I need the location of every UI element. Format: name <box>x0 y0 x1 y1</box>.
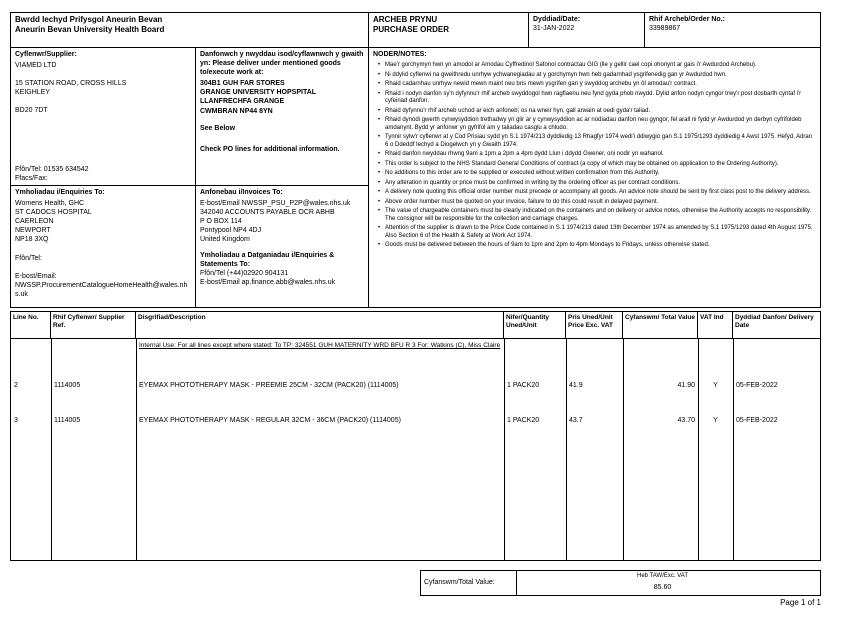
bullet-icon: • <box>377 160 381 167</box>
deliver-to-label: Danfonwch y nwyddau isod/cyflawnwch y gwaith yn: Please deliver under mentioned goods to/execute work at: <box>200 51 364 77</box>
doc-title-welsh: ARCHEB PRYNU <box>373 15 438 24</box>
statements-label: Ymholiadau a Datganiadau i/Enquiries & Statements To: <box>200 251 335 268</box>
note-item <box>373 108 816 116</box>
deliver-to-address-line: 304B1 GUH FAR STORES <box>200 80 285 88</box>
cell-line-no: 3 <box>14 417 18 424</box>
note-item <box>373 161 816 169</box>
cell-quantity: 1 PACK20 <box>507 417 540 424</box>
note-item <box>373 225 816 240</box>
note-item <box>373 91 816 106</box>
invoices-line: 342040 ACCOUNTS PAYABLE OCR ABHB <box>200 209 335 217</box>
supplier-address-line <box>15 97 191 106</box>
page-number: Page 1 of 1 <box>780 598 821 607</box>
bullet-icon: • <box>377 107 381 114</box>
deliver-to-address-line: LLANFRECHFA GRANGE <box>200 98 285 106</box>
supplier-address-line: KEIGHLEY <box>15 89 51 97</box>
org-name-welsh: Bwrdd Iechyd Prifysgol Aneurin Bevan <box>15 15 163 24</box>
col-header-total: Cyfanswm/ Total Value <box>623 312 698 338</box>
order-number-value: 33989867 <box>649 25 681 33</box>
deliver-to-address <box>200 79 364 115</box>
bullet-icon: • <box>377 198 381 205</box>
bullet-icon: • <box>377 225 381 232</box>
enquiries-box <box>10 185 196 308</box>
cell-vat-ind: Y <box>713 417 718 424</box>
note-text: Rhaid dynodi gwerth cynwysyddion trethadwy yn glir ar y cynwysyddion ac ar nodiadau danfon neu gyngor, fel arall ni fydd yr Awdurdod yn derbyn cyfrifoldeb amdanynt. Bydd yr anfonwr yn gyfrifol am y taliadau casglu a chludo. <box>385 117 802 131</box>
empty-cell <box>51 339 136 379</box>
order-line-row <box>11 414 820 449</box>
col-header-delivery-date: Dyddiad Danfon/ Delivery Date <box>735 314 814 329</box>
order-number-label: Rhif Archeb/Order No.: <box>649 16 725 23</box>
invoices-line: E-bost/Email NWSSP_PSU_P2P@wales.nhs.uk <box>200 200 351 208</box>
bullet-icon: • <box>377 170 381 177</box>
order-date-box <box>528 12 645 48</box>
table-body <box>11 339 820 561</box>
cell-description: EYEMAX PHOTOTHERAPY MASK - REGULAR 32CM - 36CM (PACK20) (1114005) <box>139 417 401 424</box>
cell-unit-price: 43.7 <box>569 417 583 424</box>
note-item <box>373 81 816 89</box>
invoices-line: P O BOX 114 <box>200 218 242 226</box>
total-value-label: Cyfanswm/Total Value: <box>421 571 517 595</box>
note-text: Tynnir sylw'r cyflenwr at y Cod Prisiau sydd yn S.1 1974/213 dyddiedig 13 Rhagfyr 1974 wedi'i ddiwygio gan S.1 1975/1293 dyddiedig 4 Awst 1975. Hefyd, Adran 6 o Ddeddf Iechyd a Diogelwch yn y Gwaith 1974. <box>385 134 813 148</box>
bullet-icon: • <box>377 62 381 69</box>
invoices-address <box>200 199 364 244</box>
cell-vat-ind: Y <box>713 382 718 389</box>
note-text: Rhaid cadarnhau unrhyw newid mewn maint neu bris mewn ysgrifen gan y swyddog archebu yn ôl amodau'r contract. <box>385 81 697 88</box>
order-lines-table <box>10 311 821 561</box>
note-item <box>373 189 816 197</box>
enquiries-label: Ymholiadau i/Enquiries To: <box>15 189 105 196</box>
note-item <box>373 62 816 70</box>
supplier-address-line: BD20 7DT <box>15 107 48 115</box>
bullet-icon: • <box>377 189 381 196</box>
totals-box <box>420 570 821 596</box>
note-text: Mae'r gorchymyn hwn yn amodol ar Amodau Cyffredinol Safonol contractau GIG (lle y gellir cael copi ohonynt ar gais i'r Awdurdod Archebu). <box>385 62 757 69</box>
bullet-icon: • <box>377 117 381 124</box>
enquiries-line <box>15 245 191 254</box>
note-item <box>373 180 816 188</box>
bullet-icon: • <box>377 81 381 88</box>
col-header-vat: VAT Ind <box>698 312 733 338</box>
bullet-icon: • <box>377 151 381 158</box>
cell-unit-price: 41.9 <box>569 382 583 389</box>
notes-list <box>373 62 816 250</box>
note-text: This order is subject to the NHS Standard General Conditions of contract (a copy of which may be obtained on application to the Ordering Authority). <box>385 160 779 167</box>
exc-vat-label: Heb TAW/Exc. VAT <box>636 573 688 579</box>
note-item <box>373 72 816 80</box>
cell-line-no: 2 <box>14 382 18 389</box>
order-number-box <box>644 12 821 48</box>
bullet-icon: • <box>377 90 381 97</box>
deliver-to-address-line: CWMBRAN NP44 8YN <box>200 107 273 115</box>
see-below-note: See Below <box>200 124 236 132</box>
cell-quantity: 1 PACK20 <box>507 382 540 389</box>
cell-supplier-ref: 1114005 <box>54 382 81 389</box>
note-item <box>373 117 816 132</box>
notes-label: NODER/NOTES: <box>373 51 427 58</box>
doc-title-box <box>368 12 529 48</box>
supplier-address-line: 15 STATION ROAD, CROSS HILLS <box>15 80 127 88</box>
supplier-address <box>15 61 191 115</box>
note-text: A delivery note quoting this official order number must precede or accompany all goods. An advice note should be sent by first class post to the delivery address. <box>385 189 811 196</box>
doc-title-english: PURCHASE ORDER <box>373 25 450 35</box>
invoices-line: Pontypool NP4 4DJ <box>200 227 262 235</box>
total-value-block <box>625 573 700 592</box>
enquiries-line: Ffôn/Tel: <box>15 254 42 262</box>
col-header-unit-price: Pris Uned/Unit Price Exc. VAT <box>566 312 623 338</box>
order-line-row <box>11 379 820 414</box>
supplier-phone: Ffôn/Tel: 01535 634542 <box>15 165 89 173</box>
enquiries-line: CAERLEON <box>15 218 54 226</box>
bullet-icon: • <box>377 179 381 186</box>
supplier-fax: Ffacs/Fax: <box>15 174 48 182</box>
note-text: Above order number must be quoted on your invoice, failure to do this could result in delayed payment. <box>385 198 659 205</box>
note-text: Ni ddylid cyflenwi na gweithredu unrhyw ychwanegiadau at y gorchymyn hwn heb gadarnhad ysgrifenedig gan yr Awdurdod hwn. <box>385 71 727 78</box>
total-value-amount: 85.60 <box>653 583 672 591</box>
supplier-address-line <box>15 70 191 79</box>
internal-use-row <box>11 339 820 379</box>
date-value: 31-JAN-2022 <box>533 25 575 33</box>
bullet-icon: • <box>377 134 381 141</box>
enquiries-line <box>15 263 191 272</box>
note-item <box>373 208 816 223</box>
col-header-supplier-ref: Rhif Cyflenwr/ Supplier Ref. <box>51 312 136 338</box>
org-name-english: Aneurin Bevan University Health Board <box>15 25 165 35</box>
enquiries-line: Womens Health, GHC <box>15 200 85 208</box>
note-item <box>373 199 816 207</box>
note-item <box>373 134 816 149</box>
supplier-contact <box>15 165 89 183</box>
cell-total-value: 43.70 <box>677 417 695 424</box>
col-header-line-no: Line No. <box>11 312 51 338</box>
enquiries-address <box>15 199 191 299</box>
enquiries-line: ST CADOCS HOSPITAL <box>15 209 92 217</box>
supplier-address-line: VIAMED LTD <box>15 62 57 70</box>
note-text: Rhaid i nodyn danfon sy'n dyfynnu'r rhif archeb swyddogol hwn ragflaenu neu fynd gyda phob nwydd. Dylid anfon nodyn cyngor trwy'r post dosbarth cyntaf i'r cyfeiriad danfon. <box>385 90 802 105</box>
internal-use-note: Internal Use: For all lines except where stated: To TP: 324551 GUH MATERNITY WRD BFU R 3 For: Watkins (C), Miss Claire <box>139 342 501 349</box>
enquiries-line: NEWPORT <box>15 227 51 235</box>
table-header-row <box>11 312 820 339</box>
invoices-phone: Ffôn/Tel (+44)02920 904131 <box>200 269 289 277</box>
deliver-to-box <box>195 47 369 186</box>
bullet-icon: • <box>377 71 381 78</box>
note-text: The value of chargeable containers must be clearly indicated on the containers and on delivery or advice notes, otherwise the Authority accepts no responsibility. The consignor will be responsible for the collection and carriage charges. <box>385 208 812 222</box>
invoices-line: United Kingdom <box>200 236 250 244</box>
invoices-box <box>195 185 369 308</box>
note-text: Attention of the supplier is drawn to the Price Code contained in S.1 1974/213 dated 13th December 1974 as amended by S.1 1975/1293 dated 4th August 1975. Also Section 6 of the Health & Safety at Work Act 1974. <box>385 225 813 239</box>
col-header-quantity: Nifer/Quantity Uned/Unit <box>504 312 566 338</box>
cell-delivery-date: 05-FEB-2022 <box>736 417 778 424</box>
header-org-box <box>10 12 369 48</box>
invoices-label: Anfonebau i/Invoices To: <box>200 189 283 196</box>
note-item <box>373 242 816 250</box>
note-text: Any alteration in quantity or price must be confirmed in writing by the ordering officer as per contract conditions. <box>385 179 681 186</box>
invoices-email: E-bost/Email ap.finance.abb@wales.nhs.uk <box>200 278 336 286</box>
empty-cell <box>11 339 51 379</box>
date-label: Dyddiad/Date: <box>533 16 581 23</box>
bullet-icon: • <box>377 208 381 215</box>
order-line-rows <box>11 379 820 449</box>
note-text: Rhaid danfon nwyddau rhwng 9am a 1pm a 2pm a 4pm dydd Llun i ddydd Gwener, oni nodir yn wahanol. <box>385 151 664 158</box>
cell-delivery-date: 05-FEB-2022 <box>736 382 778 389</box>
note-item <box>373 170 816 178</box>
note-text: Goods must be delivered between the hours of 9am to 1pm and 2pm to 4pm Mondays to Fridays, unless otherwise stated. <box>385 242 710 249</box>
note-text: No additions to this order are to be supplied or executed without written confirmation from this Authority. <box>385 170 660 177</box>
cell-supplier-ref: 1114005 <box>54 417 81 424</box>
note-item <box>373 151 816 159</box>
cell-total-value: 41.90 <box>677 382 695 389</box>
notes-box <box>368 47 821 308</box>
cell-description: EYEMAX PHOTOTHERAPY MASK - PREEMIE 25CM - 32CM (PACK20) (1114005) <box>139 382 399 389</box>
po-lines-note: Check PO lines for additional information. <box>200 145 340 153</box>
enquiries-line: E-bost/Email: <box>15 272 57 280</box>
bullet-icon: • <box>377 242 381 249</box>
supplier-box <box>10 47 196 186</box>
supplier-label: Cyflenwr/Supplier: <box>15 51 77 58</box>
deliver-to-address-line: GRANGE UNIVERSITY HOPSPITAL <box>200 89 317 97</box>
note-text: Rhaid dyfynnu'r rhif archeb uchod ar eich anfoneb; os na wneir hyn, gall arwain at oedi gyda'r taliad. <box>385 107 651 114</box>
col-header-description: Disgrifiad/Description <box>136 312 504 338</box>
enquiries-line: NP18 3XQ <box>15 236 49 244</box>
enquiries-line: NWSSP.ProcurementCatalogueHomeHealth@wales.nhs.uk <box>15 281 188 298</box>
